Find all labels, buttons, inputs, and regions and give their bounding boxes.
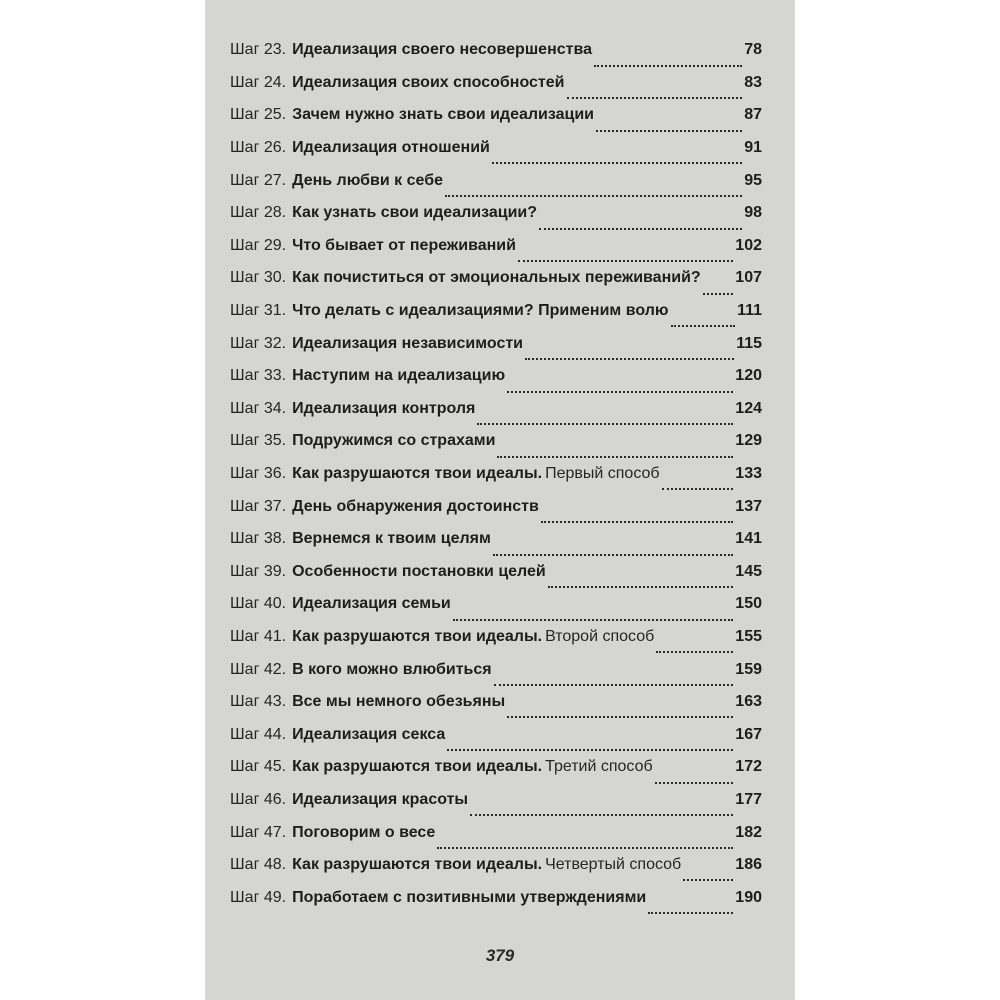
toc-entry [230,751,762,784]
toc-step-number: Шаг 26. [230,139,287,157]
toc-step-number: Шаг 29. [230,236,287,254]
toc-page-number: 115 [736,334,762,352]
toc-step-number: Шаг 25. [230,106,287,124]
toc-entry [230,34,762,67]
toc-step-number: Шаг 23. [230,41,287,59]
dot-leader [477,412,733,425]
toc-title-suffix: Третий способ [545,758,653,776]
toc-entry [230,132,762,165]
toc-title-suffix: Второй способ [545,627,655,645]
toc-page-number: 120 [735,367,762,385]
toc-title: Идеализация секса [292,725,446,743]
toc-page-number: 87 [744,106,762,124]
toc-title: Что бывает от переживаний [292,236,516,254]
toc-title: День любви к себе [292,171,443,189]
toc-title: Зачем нужно знать свои идеализации [292,106,595,124]
dot-leader [453,608,734,621]
toc-step-number: Шаг 47. [230,823,287,841]
dot-leader [470,803,733,816]
toc-title: Как разрушаются твои идеалы. [292,856,543,874]
toc-step-number: Шаг 27. [230,171,287,189]
toc-entry [230,588,762,621]
toc-page-number: 133 [735,465,762,483]
toc-title: Особенности постановки целей [292,562,546,580]
toc-entry [230,295,762,328]
toc-page-number: 124 [735,399,762,417]
dot-leader [596,119,742,132]
toc-page-number: 150 [735,595,762,613]
toc-entry [230,523,762,556]
toc-entry [230,784,762,817]
toc-step-number: Шаг 37. [230,497,287,515]
toc-step-number: Шаг 32. [230,334,287,352]
toc-title: В кого можно влюбиться [292,660,492,678]
toc-step-number: Шаг 38. [230,530,287,548]
toc-title: Как разрушаются твои идеалы. [292,758,543,776]
toc-entry [230,67,762,100]
toc-entry [230,262,762,295]
dot-leader [703,282,734,295]
dot-leader [518,249,733,262]
toc-entry [230,849,762,882]
toc-step-number: Шаг 34. [230,399,287,417]
toc-entry [230,556,762,589]
dot-leader [493,543,733,556]
toc-title: Как разрушаются твои идеалы. [292,627,543,645]
toc-step-number: Шаг 36. [230,465,287,483]
toc-page-number: 172 [735,758,762,776]
toc-title: Поработаем с позитивными утверждениями [292,888,647,906]
toc-step-number: Шаг 41. [230,627,287,645]
toc-page-number: 102 [735,236,762,254]
toc-entry [230,621,762,654]
toc-entry [230,164,762,197]
toc-entry [230,718,762,751]
toc-page-number: 111 [737,302,762,320]
dot-leader [539,217,742,230]
page-number: 379 [485,946,515,965]
dot-leader [507,380,733,393]
dot-leader [567,86,743,99]
toc-title: Идеализация контроля [292,399,476,417]
dot-leader [594,54,742,67]
toc-page-number: 129 [735,432,762,450]
dot-leader [447,738,733,751]
toc-title: Как почиститься от эмоциональных переживаний? [292,269,701,287]
toc-title: Как разрушаются твои идеалы. [292,465,543,483]
toc-step-number: Шаг 40. [230,595,287,613]
toc-entry [230,197,762,230]
toc-title: День обнаружения достоинств [292,497,539,515]
dot-leader [445,184,742,197]
toc-step-number: Шаг 43. [230,693,287,711]
toc-title: Идеализация своего несовершенства [292,41,592,59]
toc-title: Как узнать свои идеализации? [292,204,538,222]
toc-step-number: Шаг 33. [230,367,287,385]
toc-entry [230,458,762,491]
toc-page-number: 83 [744,73,762,91]
toc-title: Поговорим о весе [292,823,436,841]
toc-page-number: 98 [744,204,762,222]
dot-leader [507,705,733,718]
toc-page-number: 167 [735,725,762,743]
toc-step-number: Шаг 24. [230,73,287,91]
toc-title: Идеализация своих способностей [292,73,565,91]
toc-step-number: Шаг 45. [230,758,287,776]
table-of-contents [230,34,762,914]
toc-step-number: Шаг 39. [230,562,287,580]
toc-page-number: 186 [735,856,762,874]
dot-leader [683,868,733,881]
toc-step-number: Шаг 28. [230,204,287,222]
toc-page-number: 95 [744,171,762,189]
toc-page-number: 159 [735,660,762,678]
toc-title: Идеализация независимости [292,334,524,352]
toc-page-number: 91 [744,139,762,157]
toc-step-number: Шаг 49. [230,888,287,906]
dot-leader [655,771,734,784]
toc-step-number: Шаг 48. [230,856,287,874]
toc-entry [230,327,762,360]
toc-step-number: Шаг 35. [230,432,287,450]
dot-leader [671,314,736,327]
toc-entry [230,881,762,914]
dot-leader [492,151,742,164]
book-page [205,0,795,1000]
dot-leader [648,901,733,914]
toc-page-number: 145 [735,562,762,580]
toc-step-number: Шаг 44. [230,725,287,743]
toc-page-number: 190 [735,888,762,906]
toc-title: Идеализация семьи [292,595,451,613]
toc-entry [230,816,762,849]
toc-page-number: 78 [744,41,762,59]
toc-title-suffix: Четвертый способ [545,856,682,874]
toc-page-number: 155 [735,627,762,645]
toc-title: Наступим на идеализацию [292,367,506,385]
toc-step-number: Шаг 30. [230,269,287,287]
dot-leader [541,510,733,523]
toc-page-number: 163 [735,693,762,711]
toc-entry [230,360,762,393]
toc-step-number: Шаг 42. [230,660,287,678]
dot-leader [494,673,734,686]
dot-leader [525,347,734,360]
toc-step-number: Шаг 46. [230,790,287,808]
toc-page-number: 182 [735,823,762,841]
toc-title: Что делать с идеализациями? Применим волю [292,302,669,320]
toc-entry [230,653,762,686]
toc-title-suffix: Первый способ [545,465,660,483]
toc-entry [230,490,762,523]
toc-page-number: 137 [735,497,762,515]
toc-title: Все мы немного обезьяны [292,693,506,711]
dot-leader [662,477,734,490]
toc-title: Вернемся к твоим целям [292,530,491,548]
toc-page-number: 141 [735,530,762,548]
toc-page-number: 177 [735,790,762,808]
toc-title: Подружимся со страхами [292,432,496,450]
toc-entry [230,99,762,132]
dot-leader [656,640,733,653]
dot-leader [497,445,733,458]
toc-title: Идеализация отношений [292,139,490,157]
dot-leader [548,575,734,588]
toc-entry [230,393,762,426]
toc-step-number: Шаг 31. [230,302,287,320]
toc-entry [230,230,762,263]
toc-entry [230,425,762,458]
toc-title: Идеализация красоты [292,790,469,808]
toc-entry [230,686,762,719]
dot-leader [437,836,733,849]
toc-page-number: 107 [735,269,762,287]
